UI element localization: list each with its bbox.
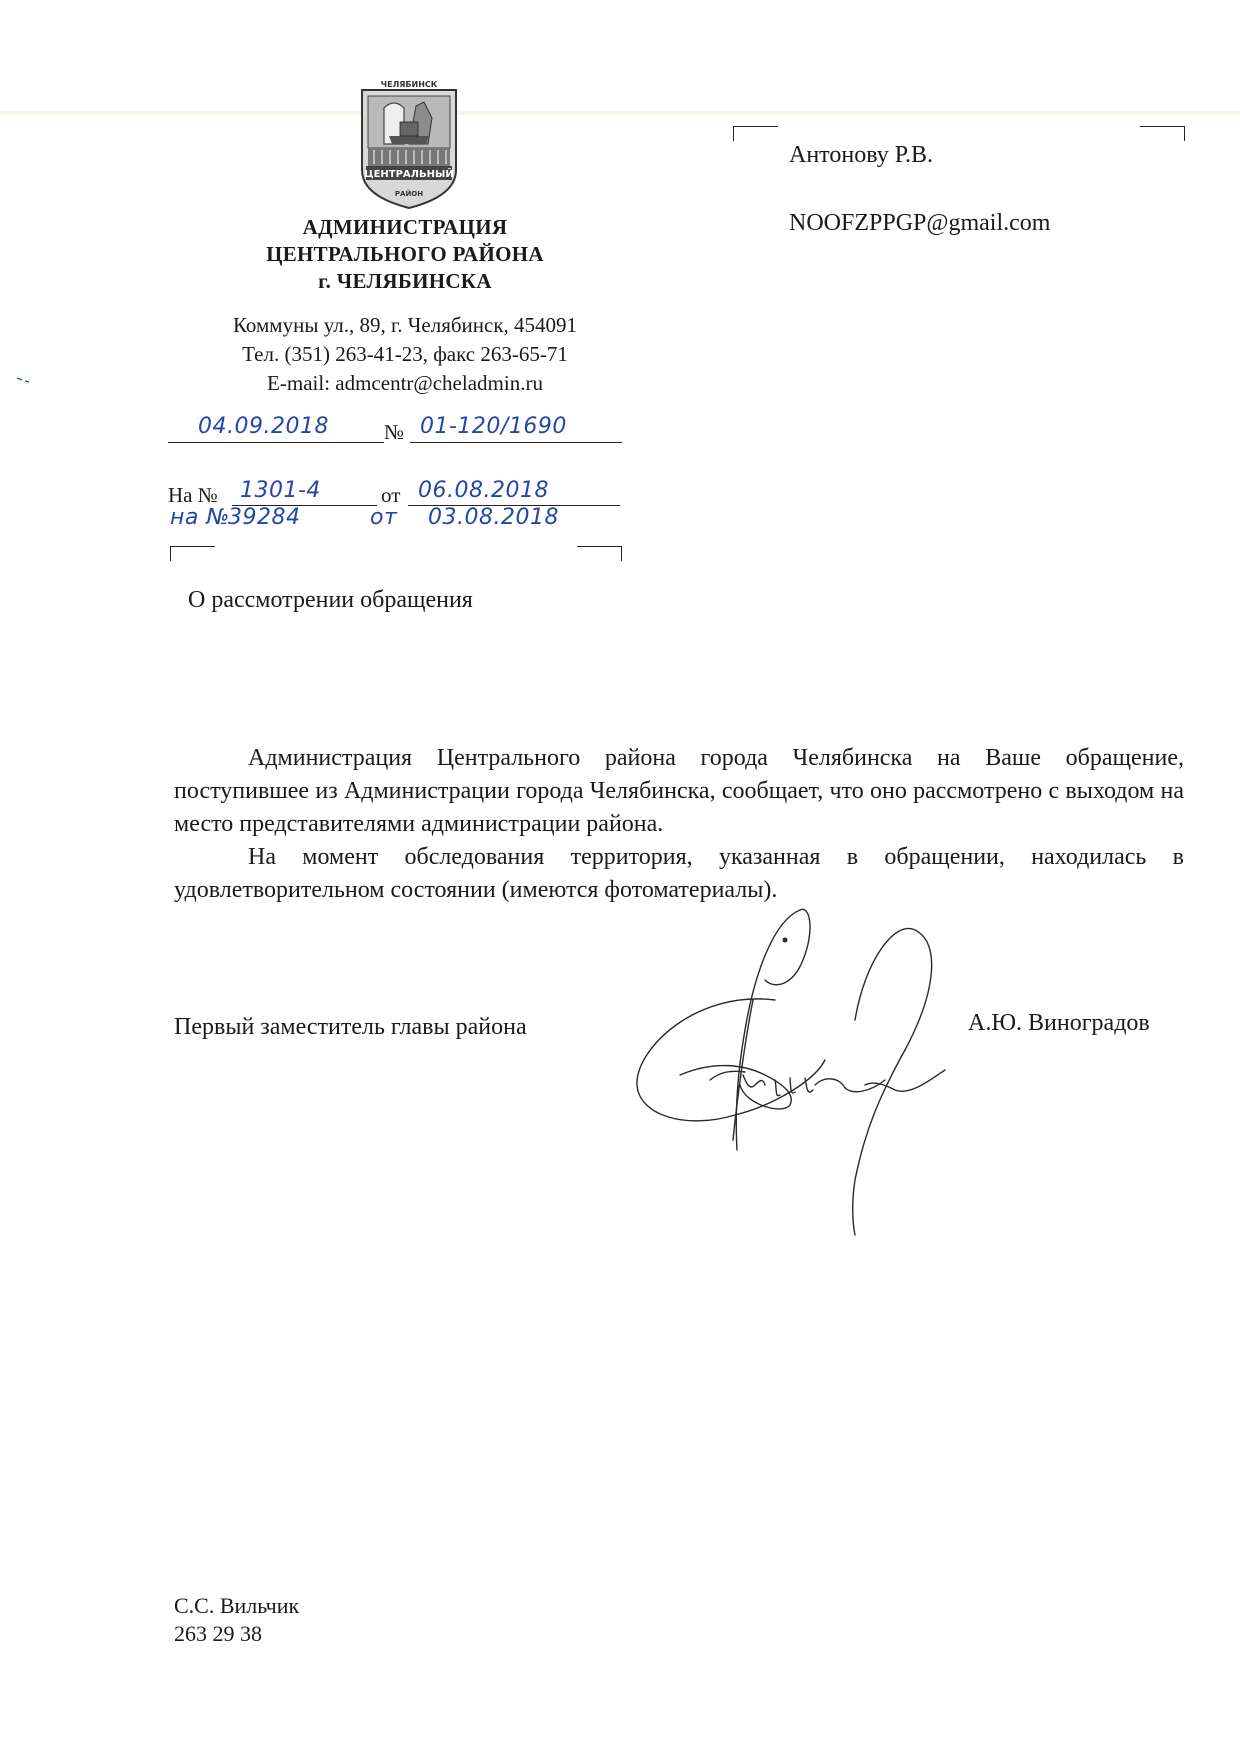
stray-ink-mark-icon	[16, 376, 30, 384]
emblem-top-text: ЧЕЛЯБИНСК	[380, 80, 438, 89]
executor-name: С.С. Вильчик	[174, 1593, 300, 1618]
coat-of-arms-icon	[354, 78, 464, 212]
outgoing-date: 04.09.2018	[198, 414, 329, 439]
org-email: E-mail: admcentr@cheladmin.ru	[267, 371, 543, 395]
executor-info	[174, 1592, 299, 1648]
handwritten-signature-icon	[625, 900, 985, 1240]
signatory-title: Первый заместитель главы района	[174, 1014, 527, 1040]
extra-ref-from: от	[370, 505, 398, 530]
emblem-band-text: ЦЕНТРАЛЬНЫЙ	[364, 169, 454, 180]
number-label: №	[384, 420, 405, 444]
org-line-1: АДМИНИСТРАЦИЯ	[302, 215, 508, 239]
organization-contacts	[140, 311, 670, 398]
scan-artifact	[0, 111, 1240, 115]
org-phone: Тел. (351) 263-41-23, факс 263-65-71	[242, 342, 568, 366]
number-line	[410, 442, 622, 443]
body-paragraph-2: На момент обследования территория, указанная в обращении, находилась в удовлетворительном состоянии (имеются фотоматериалы).	[174, 844, 1184, 903]
organization-name	[160, 214, 650, 295]
subject-corner-left-line	[170, 546, 215, 547]
extra-ref-number: 39284	[228, 505, 301, 530]
org-line-2: ЦЕНТРАЛЬНОГО РАЙОНА	[266, 242, 544, 266]
signatory-name: А.Ю. Виноградов	[968, 1010, 1150, 1036]
org-line-3: г. ЧЕЛЯБИНСКА	[318, 269, 492, 293]
subject-corner-right-line	[577, 546, 622, 547]
org-address: Коммуны ул., 89, г. Челябинск, 454091	[232, 313, 578, 337]
executor-phone: 263 29 38	[174, 1621, 262, 1646]
letter-subject: О рассмотрении обращения	[188, 587, 473, 613]
addressee-name: Антонову Р.В.	[789, 142, 934, 168]
reply-date: 06.08.2018	[418, 478, 549, 503]
addressee-email: NOOFZPPGP@gmail.com	[789, 210, 1051, 236]
addressee-corner-left-line	[733, 126, 778, 127]
body-paragraph-1: Администрация Центрального района города Челябинска на Ваше обращение, поступившее из Администрации города Челябинска, сообщает, что оно рассмотрено с выходом на место представителями администрации района.	[174, 745, 1184, 837]
addressee-corner-left	[733, 126, 748, 141]
extra-ref-date: 03.08.2018	[428, 505, 559, 530]
from-label: от	[381, 483, 401, 507]
outgoing-number: 01-120/1690	[420, 414, 567, 439]
reply-label: На №	[168, 483, 218, 507]
reply-number: 1301-4	[240, 478, 321, 503]
emblem-bottom-text: РАЙОН	[394, 190, 424, 198]
subject-corner-left	[170, 546, 185, 561]
addressee-corner-right-line	[1140, 126, 1185, 127]
date-line	[168, 442, 384, 443]
letter-body	[174, 742, 1184, 907]
extra-ref-label: на №	[170, 505, 230, 530]
subject-corner-right	[607, 546, 622, 561]
addressee-corner-right	[1170, 126, 1185, 141]
